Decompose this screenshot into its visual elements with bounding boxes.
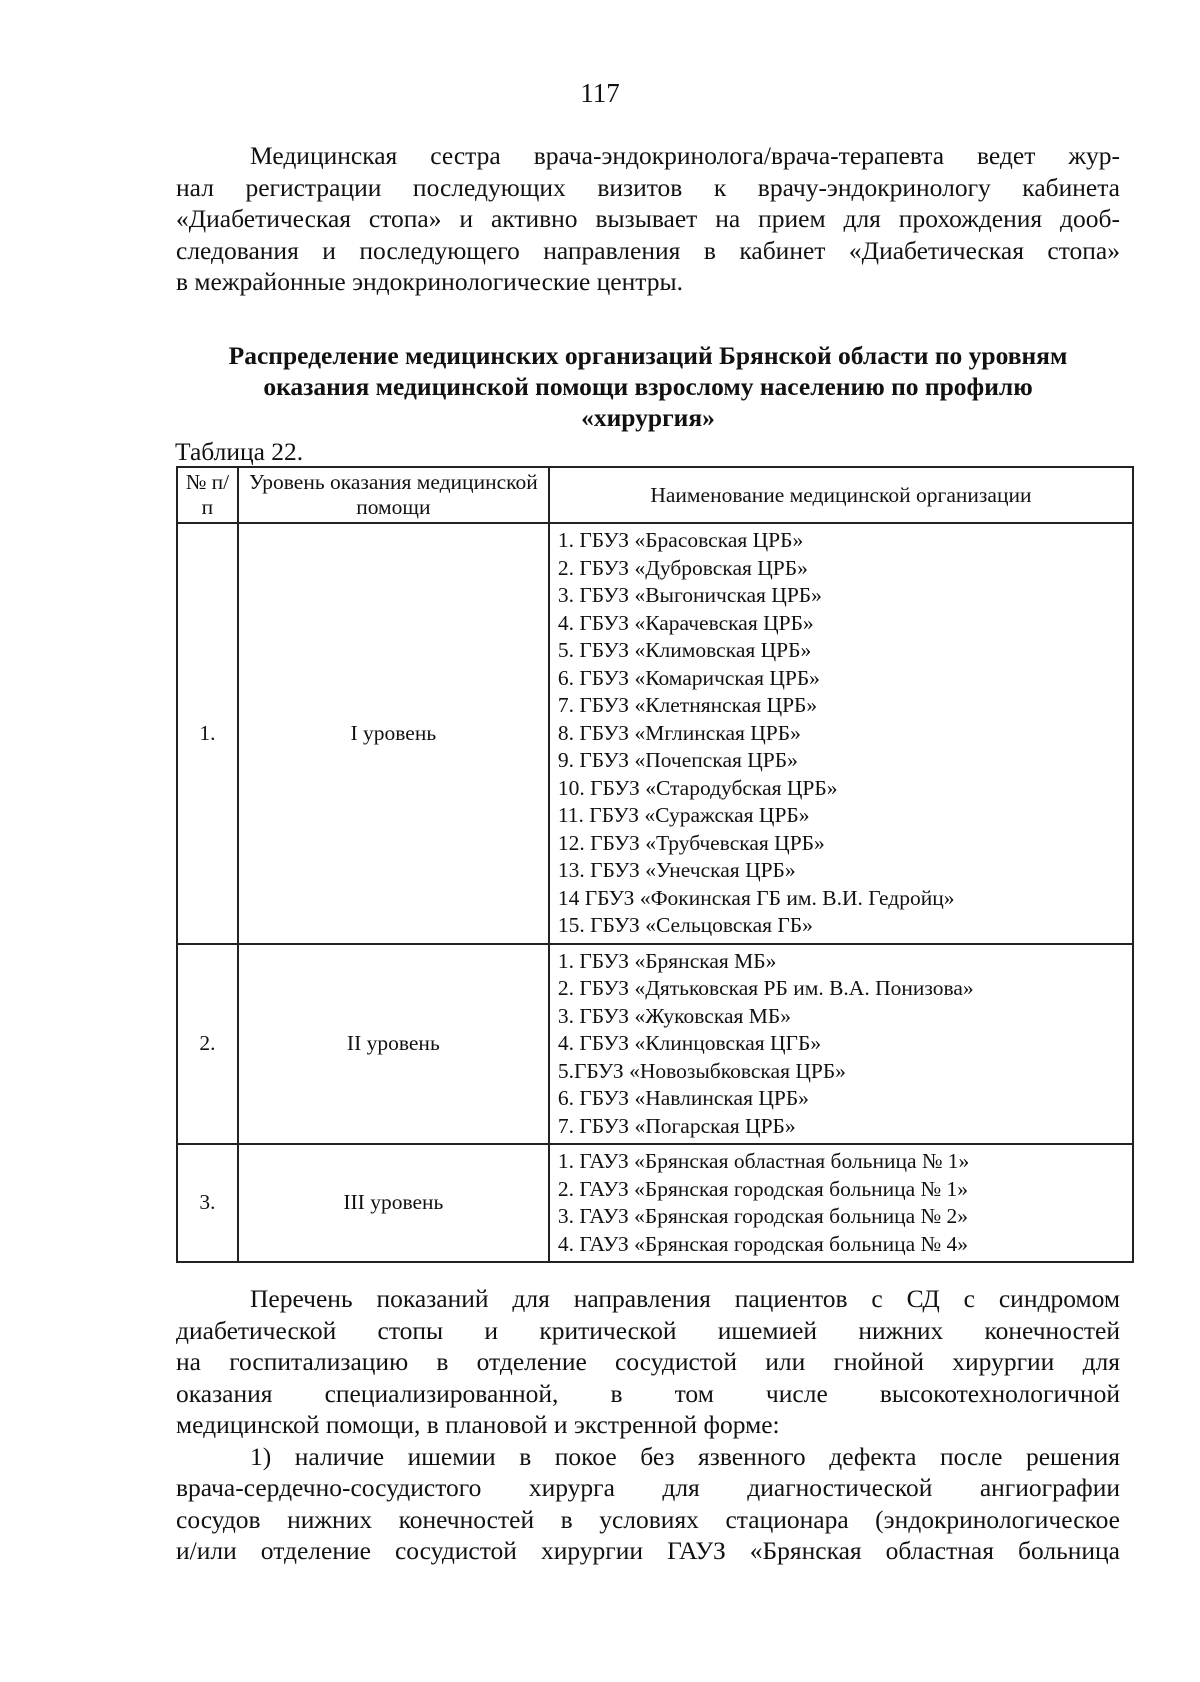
table-title xyxy=(176,340,1120,433)
row-organizations xyxy=(549,1144,1133,1262)
indications-line: диабетической стопы и критической ишемией нижних конечностей xyxy=(176,1315,1120,1345)
row-number: 3. xyxy=(177,1144,238,1262)
item1-line: 1) наличие ишемии в покое без язвенного дефекта после решения xyxy=(250,1441,1120,1471)
organization-item: 5.ГБУЗ «Новозыбковская ЦРБ» xyxy=(557,1058,846,1083)
organization-item: 1. ГБУЗ «Брасовская ЦРБ» xyxy=(557,528,804,552)
organization-item: 6. ГБУЗ «Навлинская ЦРБ» xyxy=(557,1086,809,1110)
organization-item: 15. ГБУЗ «Сельцовская ГБ» xyxy=(557,913,813,937)
page-number: 117 xyxy=(580,78,620,108)
organization-item: 2. ГБУЗ «Дятьковская РБ им. В.А. Понизова» xyxy=(557,976,974,1000)
indications-line: медицинской помощи, в плановой и экстренной форме: xyxy=(176,1410,780,1439)
table-row xyxy=(177,523,1133,944)
intro-paragraph xyxy=(176,140,1120,298)
organization-item: 1. ГБУЗ «Брянская МБ» xyxy=(557,948,777,973)
organization-item: 5. ГБУЗ «Климовская ЦРБ» xyxy=(557,638,812,662)
row-level: I уровень xyxy=(238,523,549,944)
organization-item: 1. ГАУЗ «Брянская областная больница № 1» xyxy=(557,1149,970,1173)
intro-line: в межрайонные эндокринологические центры. xyxy=(176,267,683,296)
title-line: Распределение медицинских организаций Брянской области по уровням xyxy=(228,341,1068,370)
indications-line: Перечень показаний для направления пациентов с СД с синдромом xyxy=(250,1284,1120,1313)
organization-item: 6. ГБУЗ «Комаричская ЦРБ» xyxy=(557,665,820,690)
indications-paragraph xyxy=(176,1283,1120,1567)
organization-item: 3. ГБУЗ «Жуковская МБ» xyxy=(557,1003,791,1028)
table-row xyxy=(177,944,1133,1145)
organization-item: 4. ГБУЗ «Клинцовская ЦГБ» xyxy=(557,1031,822,1055)
organization-item: 3. ГАУЗ «Брянская городская больница № 2» xyxy=(557,1204,968,1228)
intro-line: следования и последующего направления в кабинет «Диабетическая стопа» xyxy=(176,235,1120,265)
row-level: III уровень xyxy=(238,1144,549,1262)
organization-item: 14 ГБУЗ «Фокинская ГБ им. В.И. Гедройц» xyxy=(557,885,955,910)
organization-item: 7. ГБУЗ «Клетнянская ЦРБ» xyxy=(557,693,818,717)
organization-item: 2. ГБУЗ «Дубровская ЦРБ» xyxy=(557,555,808,580)
title-line: оказания медицинской помощи взрослому населению по профилю xyxy=(263,372,1033,401)
intro-line: Медицинская сестра врача-эндокринолога/врача-терапевта ведет жур- xyxy=(250,141,1120,170)
organization-item: 10. ГБУЗ «Стародубская ЦРБ» xyxy=(557,775,838,800)
header-org: Наименование медицинской организации xyxy=(549,467,1133,523)
indications-line: оказания специализированной, в том числе высокотехнологичной xyxy=(176,1378,1120,1408)
organization-item: 2. ГАУЗ «Брянская городская больница № 1» xyxy=(557,1176,968,1201)
organization-item: 7. ГБУЗ «Погарская ЦРБ» xyxy=(557,1113,796,1138)
row-organizations xyxy=(549,523,1133,944)
table-caption: Таблица 22. xyxy=(175,437,304,466)
organization-item: 13. ГБУЗ «Унечская ЦРБ» xyxy=(557,858,796,882)
item1-line: сосудов нижних конечностей в условиях стационара (эндокринологическое xyxy=(176,1504,1120,1534)
organization-item: 4. ГБУЗ «Карачевская ЦРБ» xyxy=(557,610,814,635)
table-header-row xyxy=(177,467,1133,523)
row-number: 2. xyxy=(177,944,238,1145)
organization-item: 3. ГБУЗ «Выгоничская ЦРБ» xyxy=(557,583,822,607)
organization-item: 11. ГБУЗ «Суражская ЦРБ» xyxy=(557,803,810,827)
intro-line: нал регистрации последующих визитов к врачу-эндокринологу кабинета xyxy=(176,172,1120,202)
intro-line: «Диабетическая стопа» и активно вызывает на прием для прохождения дооб- xyxy=(176,204,1120,233)
row-number: 1. xyxy=(177,523,238,944)
organization-item: 8. ГБУЗ «Мглинская ЦРБ» xyxy=(557,720,801,745)
indications-line: на госпитализацию в отделение сосудистой или гнойной хирургии для xyxy=(176,1347,1120,1376)
organization-item: 12. ГБУЗ «Трубчевская ЦРБ» xyxy=(557,830,825,855)
organizations-table xyxy=(176,466,1134,1263)
header-level: Уровень оказания медицинской помощи xyxy=(238,467,549,523)
organization-item: 4. ГАУЗ «Брянская городская больница № 4» xyxy=(557,1231,968,1256)
header-num: № п/п xyxy=(177,467,238,523)
row-organizations xyxy=(549,944,1133,1145)
table-row xyxy=(177,1144,1133,1262)
title-line: «хирургия» xyxy=(581,403,715,432)
organization-item: 9. ГБУЗ «Почепская ЦРБ» xyxy=(557,748,798,772)
item1-line: врача-сердечно-сосудистого хирурга для диагностической ангиографии xyxy=(176,1473,1120,1502)
item1-line: и/или отделение сосудистой хирургии ГАУЗ «Брянская областная больница xyxy=(176,1536,1120,1565)
row-level: II уровень xyxy=(238,944,549,1145)
